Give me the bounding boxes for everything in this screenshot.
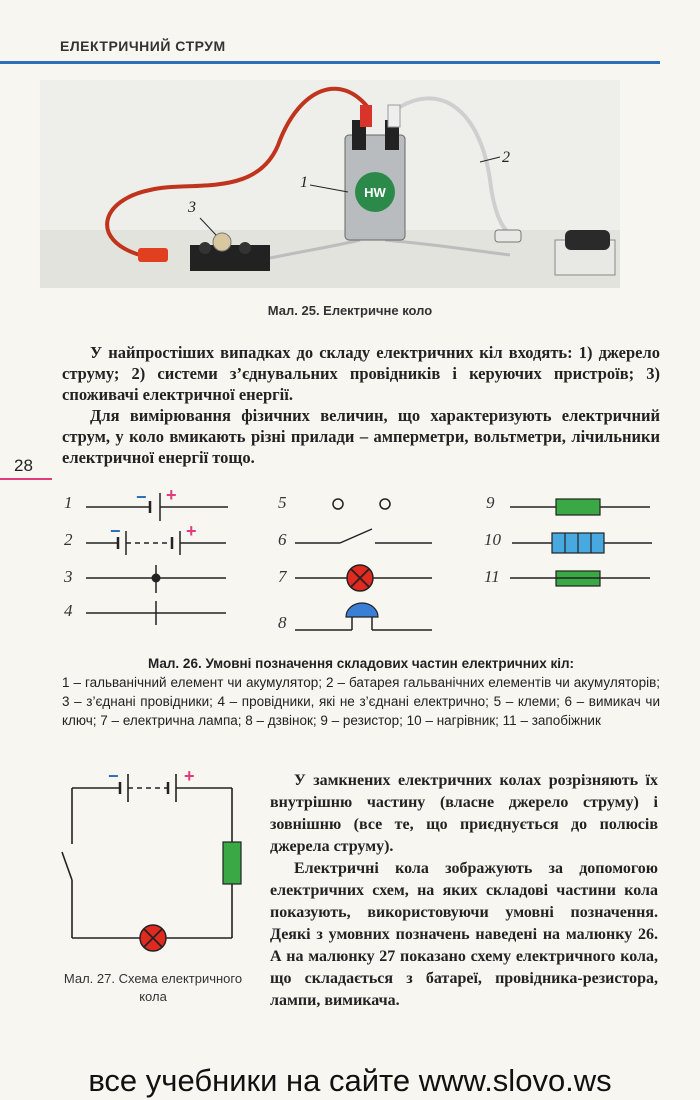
table-surface	[40, 230, 620, 288]
page-number-rule	[0, 478, 52, 480]
paragraph: Електричні кола зображують за допомогою електричних схем, на яких складові частини кола показують, використовуючи умовні позначення. Деякі з умовних позначень наведені на малюнку 26. А на малюнку 27 показано схему електричного кола, що складається з батареї, провідника-резистора, лампи, вимикача.	[270, 860, 658, 1009]
photo-label-1: 1	[300, 174, 308, 191]
symbol-number-6: 6	[278, 530, 287, 549]
main-text-bottom	[270, 770, 658, 1012]
fuse-symbol	[510, 571, 650, 586]
plus-sign: +	[184, 766, 195, 786]
red-clip	[138, 248, 168, 262]
figure-26-caption	[62, 654, 660, 730]
white-clip	[495, 230, 521, 242]
symbol-number-10: 10	[484, 530, 501, 549]
header-rule	[0, 61, 660, 64]
minus-sign: −	[108, 766, 119, 786]
page-number: 28	[14, 456, 33, 475]
running-header: ЕЛЕКТРИЧНИЙ СТРУМ	[60, 38, 226, 54]
figure-26-caption-title: Мал. 26. Умовні позначення складових частин електричних кіл:	[147, 656, 575, 671]
battery-symbol	[86, 521, 226, 555]
figure-27-schematic	[60, 762, 260, 972]
main-text-top	[62, 342, 660, 468]
symbol-number-5: 5	[278, 493, 287, 512]
symbol-number-1: 1	[64, 493, 73, 512]
galvanic-cell-symbol	[86, 485, 228, 521]
figure-27-caption: Мал. 27. Схема електричного кола	[63, 971, 243, 1004]
figure-26-caption-text: 1 – гальванічний елемент чи акумулятор; 2 – батарея гальванічних елементів чи акумуляторів; 3 – з’єднані провідники; 4 – провідники, які не з’єднані електрично; 5 – клеми; 6 – вимикач чи ключ; 7 – електрична лампа; 8 – дзвінок; 9 – резистор; 10 – нагрівник; 11 – запобіжник	[62, 675, 660, 728]
photo-label-3: 3	[188, 199, 196, 216]
resistor-symbol	[510, 499, 650, 515]
battery-label-text: HW	[364, 185, 386, 200]
resistor	[223, 842, 241, 884]
figure-25-caption: Мал. 25. Електричне коло	[267, 303, 433, 318]
terminals-symbol	[333, 499, 390, 509]
switch-symbol	[295, 529, 432, 543]
heater-symbol	[512, 533, 652, 553]
symbol-number-2: 2	[64, 530, 73, 549]
paragraph: У найпростіших випадках до складу електричних кіл входять: 1) джерело струму; 2) системи з’єднувальних провідників і керуючих пристроїв; 3) споживачі електричної енергії.	[62, 343, 660, 404]
symbol-number-7: 7	[278, 567, 287, 586]
figure-25-photo	[40, 80, 620, 288]
symbol-number-4: 4	[64, 601, 73, 620]
figure-26-symbols	[0, 485, 700, 635]
symbol-number-11: 11	[484, 567, 500, 586]
switch-lever	[62, 852, 72, 880]
unconnected-wires-symbol	[86, 601, 226, 625]
lamp-bulb	[213, 233, 231, 251]
symbol-number-3: 3	[64, 567, 73, 586]
plus-sign: +	[186, 521, 197, 541]
symbol-number-9: 9	[486, 493, 495, 512]
paragraph: У замкнених електричних колах розрізняють їх внутрішню частину (власне джерело струму) і зовнішню (все те, що приєднується до полюсів джерела струму).	[270, 772, 658, 855]
lamp-terminal-2	[239, 242, 251, 254]
white-plug	[388, 105, 400, 127]
minus-sign: −	[136, 487, 147, 507]
minus-sign: −	[110, 521, 121, 541]
switch-lever	[565, 230, 610, 250]
photo-label-2: 2	[502, 149, 510, 166]
footer-watermark-text: все учебники на сайте www.slovo.ws	[88, 1063, 612, 1098]
red-plug	[360, 105, 372, 127]
lamp-terminal-1	[199, 242, 211, 254]
connected-wires-symbol	[86, 565, 226, 593]
lamp-symbol	[295, 565, 432, 591]
plus-sign: +	[166, 485, 177, 505]
bell-symbol	[295, 603, 432, 630]
symbol-number-8: 8	[278, 613, 287, 632]
paragraph: Для вимірювання фізичних величин, що характеризують електричний струм, у коло вмикають різні прилади – амперметри, вольтметри, лічильники електричної енергії тощо.	[62, 406, 660, 467]
